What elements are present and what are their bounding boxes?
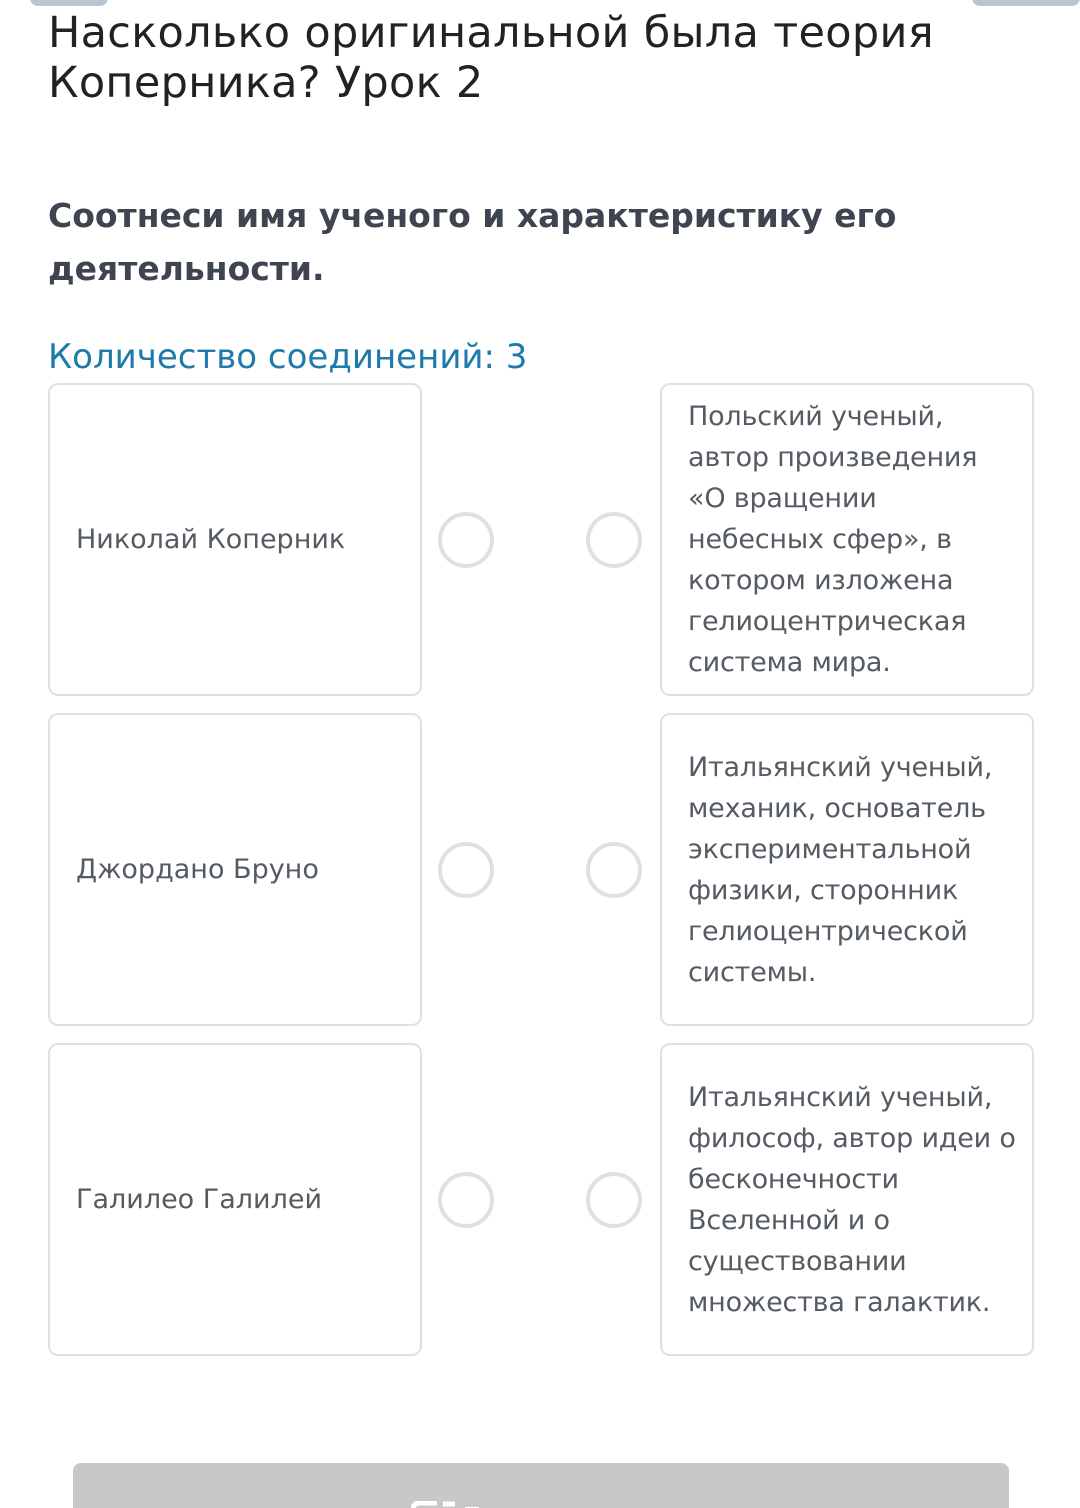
right-item-philosopher[interactable] bbox=[660, 1043, 1034, 1356]
check-answer-button[interactable] bbox=[73, 1463, 1009, 1508]
left-item-label: Джордано Бруно bbox=[76, 854, 319, 885]
left-item-galileo[interactable] bbox=[48, 1043, 422, 1356]
right-item-polish-scientist[interactable] bbox=[660, 383, 1034, 696]
lesson-title: Насколько оригинальной была теория Коперника? Урок 2 bbox=[48, 8, 934, 108]
right-item-label: Итальянский ученый, философ, автор идеи о бесконечности Вселенной и о существовании множества галактик. bbox=[688, 1081, 1016, 1318]
left-item-label: Галилео Галилей bbox=[76, 1184, 323, 1215]
top-tab-indicator bbox=[30, 0, 108, 6]
connections-count: Количество соединений: 3 bbox=[48, 337, 528, 377]
left-item-bruno[interactable] bbox=[48, 713, 422, 1026]
right-item-mechanic[interactable] bbox=[660, 713, 1034, 1026]
question-text: Соотнеси имя ученого и характеристику его деятельности. bbox=[48, 196, 897, 288]
right-item-label: Итальянский ученый, механик, основатель экспериментальной физики, сторонник гелиоцентрической системы. bbox=[688, 751, 993, 988]
left-connector-dot[interactable] bbox=[438, 1172, 494, 1228]
edit-icon bbox=[411, 1501, 481, 1508]
left-item-label: Николай Коперник bbox=[76, 524, 346, 555]
right-item-label: Польский ученый, автор произведения «О вращении небесных сфер», в котором изложена гелиоцентрическая система мира. bbox=[688, 401, 978, 678]
left-connector-dot[interactable] bbox=[438, 842, 494, 898]
left-connector-dot[interactable] bbox=[438, 512, 494, 568]
right-connector-dot[interactable] bbox=[586, 512, 642, 568]
right-connector-dot[interactable] bbox=[586, 1172, 642, 1228]
right-connector-dot[interactable] bbox=[586, 842, 642, 898]
left-item-copernicus[interactable] bbox=[48, 383, 422, 696]
top-tab-indicator bbox=[972, 0, 1080, 6]
